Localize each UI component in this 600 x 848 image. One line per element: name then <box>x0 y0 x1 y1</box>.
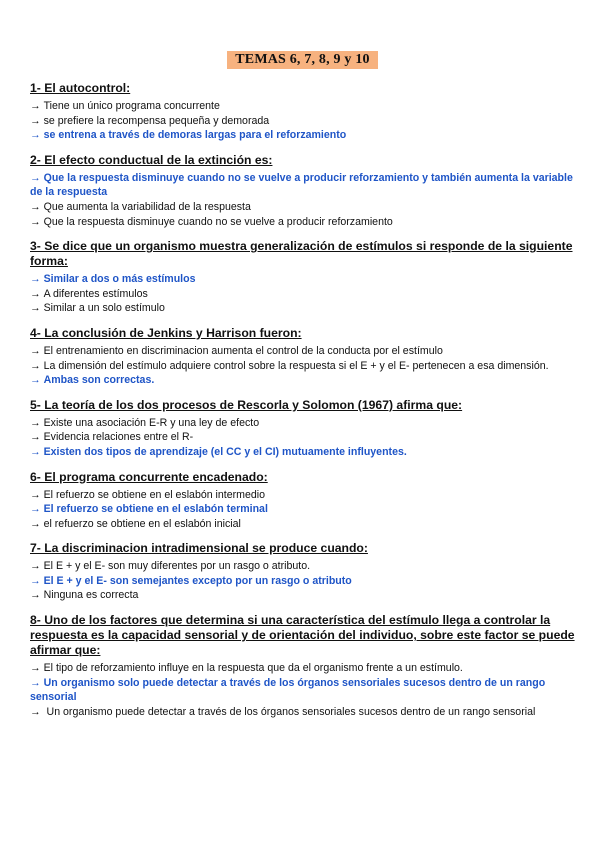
arrow-right-icon: → <box>30 705 41 718</box>
answer-option-correct <box>30 373 575 388</box>
answer-option <box>30 99 575 114</box>
arrow-right-icon: → <box>30 517 41 530</box>
answer-text: se entrena a través de demoras largas para el reforzamiento <box>43 129 347 142</box>
arrow-right-icon: → <box>30 273 41 286</box>
answer-option <box>30 215 575 230</box>
title-wrapper <box>30 50 575 69</box>
arrow-right-icon: → <box>30 431 41 444</box>
question-5 <box>30 398 575 460</box>
answer-option <box>30 114 575 129</box>
answer-text: El tipo de reforzamiento influye en la respuesta que da el organismo frente a un estímulo. <box>43 662 463 675</box>
answer-option-correct <box>30 676 575 705</box>
answer-text: Similar a un solo estímulo <box>43 302 165 315</box>
arrow-right-icon: → <box>30 662 41 675</box>
arrow-right-icon: → <box>30 100 41 112</box>
answer-text: El refuerzo se obtiene en el eslabón terminal <box>43 503 268 516</box>
answer-option <box>30 344 575 359</box>
question-1 <box>30 81 575 143</box>
question-heading: 2- El efecto conductual de la extinción es: <box>30 152 273 167</box>
answer-option <box>30 661 575 676</box>
answer-text: La dimensión del estímulo adquiere control sobre la respuesta si el E + y el E- pertenecen a esa dimensión. <box>43 359 549 372</box>
answer-text: Que la respuesta disminuye cuando no se vuelve a producir reforzamiento <box>43 215 393 228</box>
arrow-right-icon: → <box>30 129 41 142</box>
answer-text: El E + y el E- son muy diferentes por un rasgo o atributo. <box>43 560 311 573</box>
question-heading: 4- La conclusión de Jenkins y Harrison fueron: <box>30 325 302 340</box>
answer-option-correct <box>30 171 575 200</box>
answer-text: Similar a dos o más estímulos <box>43 273 196 286</box>
answer-text: Que aumenta la variabilidad de la respuesta <box>43 200 251 213</box>
answer-option <box>30 200 575 215</box>
question-4 <box>30 326 575 388</box>
arrow-right-icon: → <box>30 287 41 300</box>
answer-text: El entrenamiento en discriminacion aumenta el control de la conducta por el estímulo <box>43 344 443 357</box>
arrow-right-icon: → <box>30 445 41 458</box>
arrow-right-icon: → <box>30 171 41 184</box>
answer-option <box>30 705 575 720</box>
answer-text: el refuerzo se obtiene en el eslabón inicial <box>43 517 241 530</box>
answer-text: El refuerzo se obtiene en el eslabón intermedio <box>43 488 266 501</box>
arrow-right-icon: → <box>30 215 41 228</box>
question-heading: 5- La teoría de los dos procesos de Rescorla y Solomon (1967) afirma que: <box>30 397 463 412</box>
arrow-right-icon: → <box>30 114 41 127</box>
question-heading: 1- El autocontrol: <box>30 81 131 95</box>
answer-option-correct <box>30 272 575 287</box>
arrow-right-icon: → <box>30 488 41 501</box>
arrow-right-icon: → <box>30 503 41 516</box>
arrow-right-icon: → <box>30 676 41 689</box>
arrow-right-icon: → <box>30 574 41 587</box>
arrow-right-icon: → <box>30 416 41 429</box>
answer-text: Evidencia relaciones entre el R- <box>43 431 194 444</box>
question-6 <box>30 470 575 532</box>
answer-option <box>30 588 575 603</box>
answer-option-correct <box>30 574 575 589</box>
question-heading: 8- Uno de los factores que determina si una característica del estímulo llega a controlar la respuesta es la capacidad sensorial y de orientación del individuo, sobre este factor se puede afirmar que: <box>30 613 575 658</box>
arrow-right-icon: → <box>30 302 41 315</box>
question-list <box>30 81 575 719</box>
question-heading: 3- Se dice que un organismo muestra generalización de estímulos si responde de la siguiente forma: <box>30 239 573 269</box>
answer-text: se prefiere la recompensa pequeña y demorada <box>43 114 270 127</box>
answer-text: Existen dos tipos de aprendizaje (el CC y el CI) mutuamente influyentes. <box>43 445 407 458</box>
arrow-right-icon: → <box>30 560 41 573</box>
answer-option <box>30 488 575 503</box>
answer-option-correct <box>30 502 575 517</box>
answer-text: Un organismo solo puede detectar a través de los órganos sensoriales sucesos dentro de un rango sensorial <box>30 676 546 704</box>
answer-text: Que la respuesta disminuye cuando no se vuelve a producir reforzamiento y también aumenta la variable de la respuesta <box>30 171 573 199</box>
answer-text: A diferentes estímulos <box>43 287 148 300</box>
answer-option <box>30 301 575 316</box>
arrow-right-icon: → <box>30 374 41 387</box>
answer-text: Ambas son correctas. <box>43 374 155 387</box>
answer-option <box>30 517 575 532</box>
arrow-right-icon: → <box>30 589 41 602</box>
question-8 <box>30 613 575 719</box>
arrow-right-icon: → <box>30 200 41 213</box>
arrow-right-icon: → <box>30 344 41 357</box>
answer-text: Ninguna es correcta <box>43 589 139 602</box>
arrow-right-icon: → <box>30 359 41 372</box>
answer-text: Existe una asociación E-R y una ley de efecto <box>43 416 260 429</box>
answer-text: Tiene un único programa concurrente <box>43 100 220 112</box>
document-page <box>30 50 575 729</box>
answer-option-correct <box>30 445 575 460</box>
question-3 <box>30 239 575 316</box>
question-7 <box>30 541 575 603</box>
answer-option <box>30 287 575 302</box>
question-2 <box>30 153 575 229</box>
answer-option <box>30 559 575 574</box>
answer-option <box>30 359 575 374</box>
answer-option <box>30 416 575 431</box>
answer-option-correct <box>30 128 575 143</box>
question-heading: 6- El programa concurrente encadenado: <box>30 469 268 484</box>
question-heading: 7- La discriminacion intradimensional se produce cuando: <box>30 541 368 556</box>
document-title: TEMAS 6, 7, 8, 9 y 10 <box>227 51 378 69</box>
answer-text: Un organismo puede detectar a través de los órganos sensoriales sucesos dentro de un rango sensorial <box>43 705 536 718</box>
answer-option <box>30 430 575 445</box>
answer-text: El E + y el E- son semejantes excepto por un rasgo o atributo <box>43 574 352 587</box>
